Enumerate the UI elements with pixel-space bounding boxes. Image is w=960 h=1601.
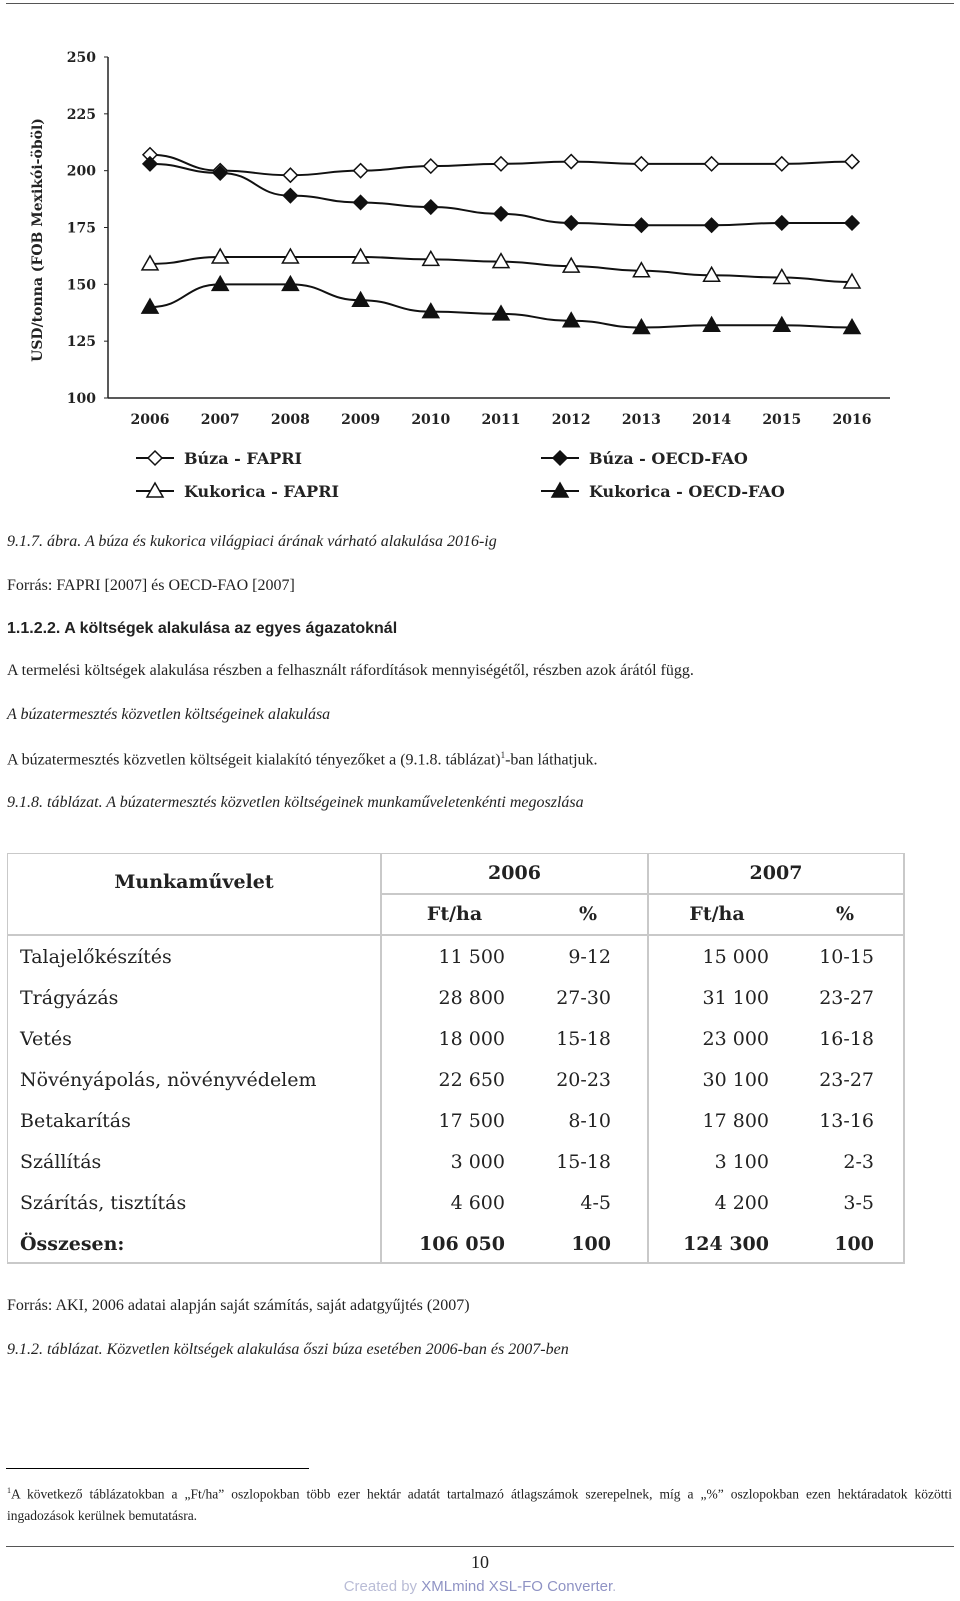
watermark: [0, 1578, 960, 1595]
data-point: [775, 216, 789, 230]
series-3: [142, 249, 860, 288]
table-cell: 8-10: [568, 1110, 611, 1132]
figure-source: Forrás: FAPRI [2007] és OECD-FAO [2007]: [7, 577, 295, 594]
table-cell: 100: [834, 1233, 874, 1255]
table-cell: 124 300: [683, 1233, 769, 1255]
x-tick-label: 2008: [270, 412, 310, 428]
table-source: Forrás: AKI, 2006 adatai alapján saját számítás, saját adatgyűjtés (2007): [7, 1297, 470, 1314]
table-title: A búzatermesztés közvetlen költségeinek munkaműveletenkénti megoszlása: [102, 794, 584, 811]
table-cell: 15 000: [702, 946, 769, 968]
table-cell: 16-18: [819, 1028, 874, 1050]
table-row-label: Összesen:: [20, 1233, 125, 1255]
paragraph-2-text: A búzatermesztés közvetlen költségeit kialakító tényezőket a (9.1.8. táblázat): [7, 751, 501, 769]
x-tick-label: 2009: [341, 412, 381, 428]
cost-table-svg: [7, 853, 907, 1265]
table-cell: 13-16: [819, 1110, 874, 1132]
x-tick-label: 2010: [411, 412, 451, 428]
series-4: [142, 276, 860, 333]
table-header-label: Munkaművelet: [114, 871, 274, 893]
footnote-ref: 1: [500, 750, 506, 760]
legend-item: [541, 482, 785, 501]
data-point: [354, 195, 368, 209]
y-axis-title: USD/tonna (FOB Mexikói-öböl): [30, 118, 46, 362]
data-point: [494, 157, 508, 171]
figure-number: 9.1.7. ábra.: [7, 533, 82, 550]
table-cell: 23-27: [819, 1069, 874, 1091]
table-year-header: 2006: [488, 862, 541, 884]
y-tick-label: 200: [66, 163, 96, 180]
table-row-label: Talajelőkészítés: [20, 946, 172, 968]
footnote-text: A következő táblázatokban a „Ft/ha” oszlopokban több ezer hektár adatát tartalmazó átlagszámok szerepelnek, míg a „%” oszlopokban ezen hektáradatok közötti ingadozások kerülnek bemutatásra.: [7, 1486, 952, 1523]
table-cell: 27-30: [556, 987, 611, 1009]
watermark-prefix: Created by: [343, 1578, 422, 1595]
table-cell: 23 000: [702, 1028, 769, 1050]
data-point: [354, 164, 368, 178]
y-tick-label: 150: [66, 277, 96, 294]
data-point: [775, 157, 789, 171]
data-point: [845, 155, 859, 169]
table-2-number: 9.1.2. táblázat.: [7, 1341, 103, 1358]
table-caption-2: [7, 1341, 569, 1359]
cost-table: [7, 853, 907, 1270]
bottom-rule: [6, 1546, 954, 1547]
table-caption: [7, 794, 584, 812]
legend-marker: [148, 451, 162, 465]
x-tick-label: 2014: [692, 412, 732, 428]
legend-label: Kukorica - OECD-FAO: [589, 482, 785, 501]
table-cell: 17 800: [702, 1110, 769, 1132]
data-point: [564, 216, 578, 230]
table-cell: 100: [571, 1233, 611, 1255]
table-subheader: Ft/ha: [689, 903, 745, 925]
table-cell: 4-5: [580, 1192, 611, 1214]
table-cell: 15-18: [556, 1151, 611, 1173]
data-point: [634, 157, 648, 171]
table-number: 9.1.8. táblázat.: [7, 794, 103, 811]
footnote-marker: 1: [7, 1486, 11, 1495]
paragraph-2: [7, 750, 598, 769]
table-cell: 22 650: [438, 1069, 505, 1091]
table-cell: 106 050: [419, 1233, 505, 1255]
x-tick-label: 2007: [200, 412, 240, 428]
y-tick-label: 250: [66, 50, 96, 66]
table-cell: 11 500: [438, 946, 505, 968]
table-row-label: Növényápolás, növényvédelem: [20, 1069, 317, 1091]
table-subheader: %: [835, 903, 855, 925]
figure-title: A búza és kukorica világpiaci árának várható alakulása 2016-ig: [81, 533, 497, 550]
figure-caption: [7, 533, 497, 551]
table-cell: 4 200: [714, 1192, 769, 1214]
x-tick-label: 2015: [762, 412, 802, 428]
table-cell: 23-27: [819, 987, 874, 1009]
table-cell: 3 000: [450, 1151, 505, 1173]
section-heading: 1.1.2.2. A költségek alakulása az egyes ágazatoknál: [7, 620, 398, 637]
table-row-label: Szárítás, tisztítás: [20, 1192, 187, 1214]
data-point: [494, 207, 508, 221]
table-cell: 4 600: [450, 1192, 505, 1214]
data-point: [564, 155, 578, 169]
table-2-title: Közvetlen költségek alakulása őszi búza esetében 2006-ban és 2007-ben: [102, 1341, 569, 1358]
data-point: [705, 218, 719, 232]
table-cell: 20-23: [556, 1069, 611, 1091]
table-cell: 30 100: [702, 1069, 769, 1091]
footnote-rule: [6, 1468, 309, 1469]
table-cell: 15-18: [556, 1028, 611, 1050]
paragraph-1: A termelési költségek alakulása részben a felhasznált ráfordítások mennyiségétől, részben azok árától függ.: [7, 662, 694, 679]
data-point: [634, 218, 648, 232]
table-row-label: Szállítás: [20, 1151, 102, 1173]
table-cell: 10-15: [819, 946, 874, 968]
table-cell: 3 100: [714, 1151, 769, 1173]
legend-label: Kukorica - FAPRI: [184, 482, 339, 501]
x-tick-label: 2016: [832, 412, 872, 428]
table-cell: 18 000: [438, 1028, 505, 1050]
table-cell: 9-12: [568, 946, 611, 968]
watermark-suffix: .: [612, 1578, 617, 1595]
subheading: A búzatermesztés közvetlen költségeinek alakulása: [7, 706, 331, 723]
data-point: [845, 216, 859, 230]
y-tick-label: 225: [66, 106, 96, 123]
data-point: [424, 200, 438, 214]
paragraph-2-tail: -ban láthatjuk.: [505, 751, 598, 769]
table-cell: 17 500: [438, 1110, 505, 1132]
table-row-label: Betakarítás: [20, 1110, 131, 1132]
y-tick-label: 125: [66, 334, 96, 351]
x-tick-label: 2012: [551, 412, 591, 428]
table-subheader: %: [578, 903, 598, 925]
table-cell: 31 100: [702, 987, 769, 1009]
series-1: [143, 148, 859, 182]
legend-label: Búza - OECD-FAO: [589, 449, 748, 468]
y-tick-label: 100: [66, 391, 96, 407]
legend-item: [541, 449, 748, 468]
data-point: [143, 157, 157, 171]
data-point: [283, 189, 297, 203]
footnote: [7, 1480, 952, 1526]
data-point: [705, 157, 719, 171]
price-chart: [0, 0, 960, 515]
table-cell: 28 800: [438, 987, 505, 1009]
table-year-header: 2007: [749, 862, 803, 884]
y-tick-label: 175: [66, 220, 96, 237]
legend-label: Búza - FAPRI: [184, 449, 303, 468]
line-chart-svg: [0, 0, 960, 510]
data-point: [283, 168, 297, 182]
table-row-label: Vetés: [20, 1028, 72, 1050]
legend-item: [136, 482, 339, 501]
table-subheader: Ft/ha: [426, 903, 483, 925]
page-number: 10: [471, 1552, 489, 1572]
x-tick-label: 2011: [481, 412, 521, 428]
table-cell: 3-5: [843, 1192, 874, 1214]
legend-marker: [553, 451, 567, 465]
x-tick-label: 2013: [621, 412, 661, 428]
legend-item: [136, 449, 302, 468]
table-cell: 2-3: [843, 1151, 874, 1173]
watermark-link: XMLmind XSL-FO Converter: [421, 1578, 613, 1595]
data-point: [424, 159, 438, 173]
x-tick-label: 2006: [130, 412, 170, 428]
table-row-label: Trágyázás: [20, 987, 119, 1009]
